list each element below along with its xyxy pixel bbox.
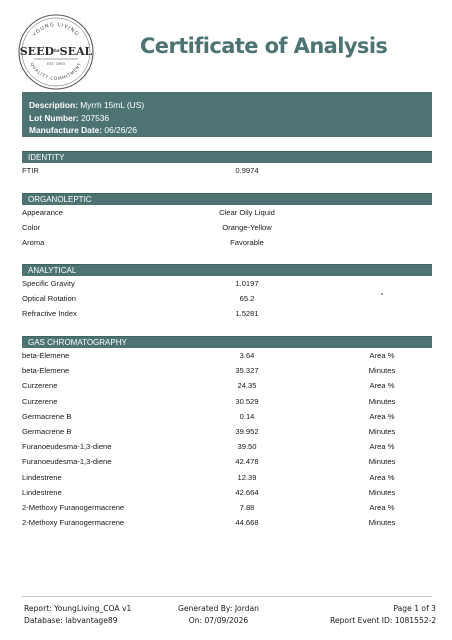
section-title: IDENTITY [22,151,432,163]
manufacture-date-row [29,124,425,137]
logo-brand-mid: to [54,48,60,54]
compound-value: 42.478 [235,457,259,467]
test-value: Favorable [230,238,264,248]
compound-value: 39.50 [237,442,257,452]
test-value: Clear Oily Liquid [219,208,275,217]
footer-left [24,603,131,627]
test-value: 65.2 [239,294,255,304]
footer-right [330,603,436,627]
lot-number-label: Lot Number: [29,112,79,123]
test-name: Aroma [22,238,45,248]
compound-value: 24.35 [237,381,257,391]
page-title: Certificate of Analysis [140,34,388,58]
manufacture-date-label: Manufacture Date: [29,125,103,135]
test-value: Orange-Yellow [222,223,272,233]
section-title: GAS CHROMATOGRAPHY [22,336,432,348]
seal-emblem-icon [16,12,96,92]
description-label: Description: [29,100,78,110]
compound-name: Lindestrene [22,487,62,497]
lot-number-row [29,112,425,125]
svg-text:SEEDtoSEAL [20,45,93,58]
table-row [22,163,432,178]
table-row [22,205,432,220]
test-value: 1.0197 [235,279,259,288]
table-row [22,235,432,250]
compound-name: Germacrene B [22,426,72,436]
test-name: FTIR [22,166,39,175]
compound-name: Lindestrene [22,472,62,482]
logo-est-text: EST. 1993 [47,62,65,66]
compound-name: Curzerene [22,381,58,391]
compound-unit: Area % [369,472,395,482]
compound-name: Curzerene [22,396,58,406]
compound-value: 7.88 [239,502,255,512]
compound-value: 39.952 [235,426,259,436]
table-row [22,439,432,454]
test-name: Specific Gravity [22,279,75,288]
logo-bottom-text: QUALITY COMMITMENT [28,62,84,82]
table-row [22,424,432,439]
test-name: Color [22,223,41,233]
compound-name: Germacrene B [22,411,72,421]
compound-unit: Minutes [368,396,396,406]
footer-report-event-id: Report Event ID: 1081552-2 [330,616,437,625]
svg-text:YOUNG LIVING [31,22,80,39]
section-title: ANALYTICAL [22,264,432,276]
table-row [22,394,432,409]
compound-value: 0.14 [239,411,255,421]
footer-generated-by: Generated By: Jordan [178,604,259,613]
compound-name: beta-Elemene [22,351,70,360]
table-row [22,454,432,469]
section-identity [22,151,432,178]
table-row [22,485,432,500]
compound-unit: Minutes [368,426,396,436]
compound-unit: Area % [369,381,395,391]
table-row [22,515,432,530]
test-value: 0.9974 [235,166,259,175]
table-row [22,378,432,393]
compound-value: 35.327 [235,366,259,376]
logo-top-text: YOUNG LIVING [31,21,81,38]
table-row [22,470,432,485]
compound-unit: Minutes [368,366,396,376]
table-row [22,363,432,378]
compound-unit: Area % [369,411,395,421]
compound-value: 12.39 [237,472,257,482]
compound-value: 30.529 [235,396,259,406]
product-info-box [22,92,432,137]
footer-report: Report: YoungLiving_COA v1 [24,604,132,613]
footer-divider [22,596,432,597]
section-analytical [22,264,432,322]
compound-name: Furanoeudesma-1,3-diene [22,442,112,452]
compound-value: 42.664 [235,487,259,497]
compound-unit: Area % [369,502,395,512]
logo-brand-right: SEAL [59,45,93,58]
compound-unit: Minutes [368,518,396,528]
compound-value: 3.64 [239,351,255,360]
footer-page-number: Page 1 of 3 [393,604,436,613]
compound-unit: Area % [369,351,395,360]
seed-to-seal-logo [16,12,96,92]
compound-unit: Minutes [368,487,396,497]
section-organoleptic [22,193,432,251]
footer-on-date: On: 07/09/2026 [188,616,249,625]
compound-unit: Area % [369,442,395,452]
degree-unit: ° [380,291,384,301]
description-row [29,99,425,112]
manufacture-date-value: 06/26/26 [104,125,137,135]
compound-value: 44.668 [235,518,259,528]
compound-name: Furanoeudesma-1,3-diene [22,457,112,467]
logo-brand-left: SEED [19,45,54,58]
test-name: Appearance [22,208,63,217]
compound-name: beta-Elemene [22,366,70,376]
section-title: ORGANOLEPTIC [22,193,432,205]
table-row [22,500,432,515]
table-row [22,220,432,235]
compound-name: 2-Methoxy Furanogermacrene [22,518,125,528]
table-row [22,409,432,424]
description-value: Myrrh 15mL (US) [80,100,145,110]
section-gas-chromatography [22,336,432,530]
footer-database: Database: labvantage89 [24,616,118,625]
test-name: Optical Rotation [22,294,77,304]
test-value: 1.5281 [235,309,259,319]
test-name: Refractive Index [22,309,77,319]
table-row [22,306,432,321]
compound-unit: Minutes [368,457,396,467]
table-row [22,291,432,306]
compound-name: 2-Methoxy Furanogermacrene [22,502,125,512]
lot-number-value: 207536 [81,112,110,123]
table-row [22,348,432,363]
footer-center [178,603,259,627]
